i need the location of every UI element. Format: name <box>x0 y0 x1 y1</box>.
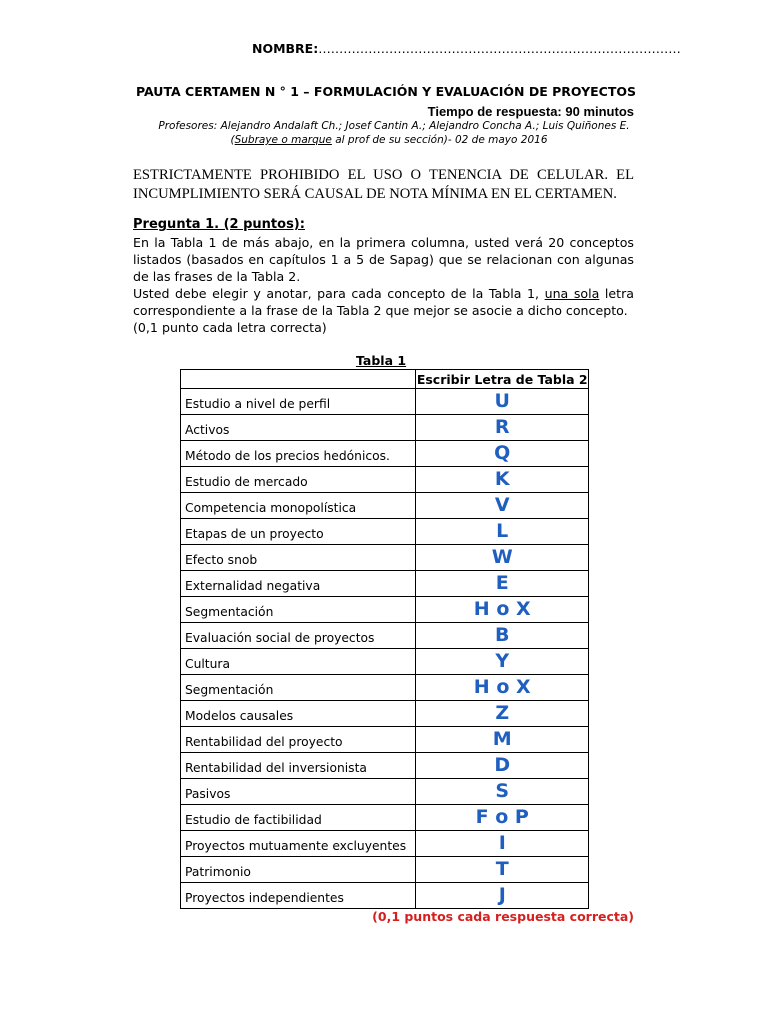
fecha-subraye: Subraye o marque <box>234 134 332 146</box>
aviso-celular <box>133 166 634 204</box>
table-header-row <box>181 370 589 389</box>
letra-answer-cell: Q <box>416 441 589 467</box>
table-row <box>181 389 589 415</box>
letra-answer-cell: Z <box>416 701 589 727</box>
letra-answer-cell: D <box>416 753 589 779</box>
profesores-line: Profesores: Alejandro Andalaft Ch.; Josef Cantin A.; Alejandro Concha A.; Luis Quiñones E. <box>158 120 630 132</box>
table-row <box>181 753 589 779</box>
concepto-cell: Proyectos independientes <box>181 883 416 909</box>
page-title: PAUTA CERTAMEN N ° 1 – FORMULACIÓN Y EVALUACIÓN DE PROYECTOS <box>136 84 636 99</box>
table-row <box>181 649 589 675</box>
header-cell-letra: Escribir Letra de Tabla 2 <box>416 371 588 387</box>
table-row <box>181 467 589 493</box>
pregunta-parrafo-3: (0,1 punto cada letra correcta) <box>133 320 327 335</box>
letra-answer-cell: H o X <box>416 675 589 701</box>
concepto-cell: Rentabilidad del proyecto <box>181 727 416 753</box>
concepto-cell: Segmentación <box>181 675 416 701</box>
table-row <box>181 883 589 909</box>
tabla-1 <box>180 369 589 909</box>
fecha-rest: al prof de su sección)- 02 de mayo 2016 <box>331 134 548 146</box>
table-row <box>181 727 589 753</box>
letra-answer-cell: K <box>416 467 589 493</box>
concepto-cell: Externalidad negativa <box>181 571 416 597</box>
letra-answer-cell: J <box>416 883 589 909</box>
concepto-cell: Efecto snob <box>181 545 416 571</box>
table-row <box>181 571 589 597</box>
nombre-field <box>252 41 681 56</box>
table-row <box>181 857 589 883</box>
p2-text-b: letra correspondiente a la frase de la Tabla 2 que mejor se asocie a dicho concepto. <box>133 286 634 318</box>
table-row <box>181 597 589 623</box>
concepto-cell: Cultura <box>181 649 416 675</box>
concepto-cell: Proyectos mutuamente excluyentes <box>181 831 416 857</box>
concepto-cell: Rentabilidad del inversionista <box>181 753 416 779</box>
letra-answer-cell: W <box>416 545 589 571</box>
concepto-cell: Etapas de un proyecto <box>181 519 416 545</box>
nombre-dots: …………………………………………………………………………… <box>318 41 681 56</box>
aviso-line-1: ESTRICTAMENTE PROHIBIDO EL USO O TENENCIA DE CELULAR. EL <box>133 167 634 183</box>
concepto-cell: Modelos causales <box>181 701 416 727</box>
pregunta-parrafo-2 <box>133 285 634 319</box>
p2-una-sola: una sola <box>544 286 600 301</box>
table-row <box>181 441 589 467</box>
concepto-cell: Estudio de mercado <box>181 467 416 493</box>
puntos-note: (0,1 puntos cada respuesta correcta) <box>372 909 634 924</box>
table-row <box>181 675 589 701</box>
letra-answer-cell: F o P <box>416 805 589 831</box>
concepto-cell: Estudio de factibilidad <box>181 805 416 831</box>
pregunta-parrafo-1: En la Tabla 1 de más abajo, en la primera columna, usted verá 20 conceptos listados (basados en capítulos 1 a 5 de Sapag) que se relacionan con algunas de las frases de la Tabla 2. <box>133 235 634 284</box>
letra-answer-cell: B <box>416 623 589 649</box>
letra-answer-cell: T <box>416 857 589 883</box>
letra-answer-cell: E <box>416 571 589 597</box>
letra-answer-cell: V <box>416 493 589 519</box>
concepto-cell: Activos <box>181 415 416 441</box>
letra-answer-cell: H o X <box>416 597 589 623</box>
letra-answer-cell: I <box>416 831 589 857</box>
tabla-title: Tabla 1 <box>356 353 407 368</box>
table-row <box>181 805 589 831</box>
table-row <box>181 779 589 805</box>
concepto-cell: Segmentación <box>181 597 416 623</box>
letra-answer-cell: Y <box>416 649 589 675</box>
tiempo-respuesta: Tiempo de respuesta: 90 minutos <box>427 104 634 119</box>
table-row <box>181 493 589 519</box>
letra-answer-cell: M <box>416 727 589 753</box>
table-row <box>181 831 589 857</box>
concepto-cell: Método de los precios hedónicos. <box>181 441 416 467</box>
aviso-line-2: INCUMPLIMIENTO SERÁ CAUSAL DE NOTA MÍNIMA EN EL CERTAMEN. <box>133 186 617 202</box>
pregunta-title: Pregunta 1. (2 puntos): <box>133 217 305 232</box>
table-row <box>181 623 589 649</box>
concepto-cell: Pasivos <box>181 779 416 805</box>
p2-text-a: Usted debe elegir y anotar, para cada concepto de la Tabla 1, <box>133 286 545 301</box>
letra-answer-cell: R <box>416 415 589 441</box>
fecha-open: ( <box>230 134 235 146</box>
fecha-line <box>0 134 768 146</box>
letra-answer-cell: U <box>416 389 589 415</box>
letra-answer-cell: L <box>416 519 589 545</box>
table-row <box>181 519 589 545</box>
header-cell-concepto <box>181 370 416 389</box>
concepto-cell: Estudio a nivel de perfil <box>181 389 416 415</box>
concepto-cell: Evaluación social de proyectos <box>181 623 416 649</box>
concepto-cell: Patrimonio <box>181 857 416 883</box>
concepto-cell: Competencia monopolística <box>181 493 416 519</box>
letra-answer-cell: S <box>416 779 589 805</box>
table-row <box>181 415 589 441</box>
table-row <box>181 545 589 571</box>
nombre-label: NOMBRE: <box>252 41 319 56</box>
table-row <box>181 701 589 727</box>
